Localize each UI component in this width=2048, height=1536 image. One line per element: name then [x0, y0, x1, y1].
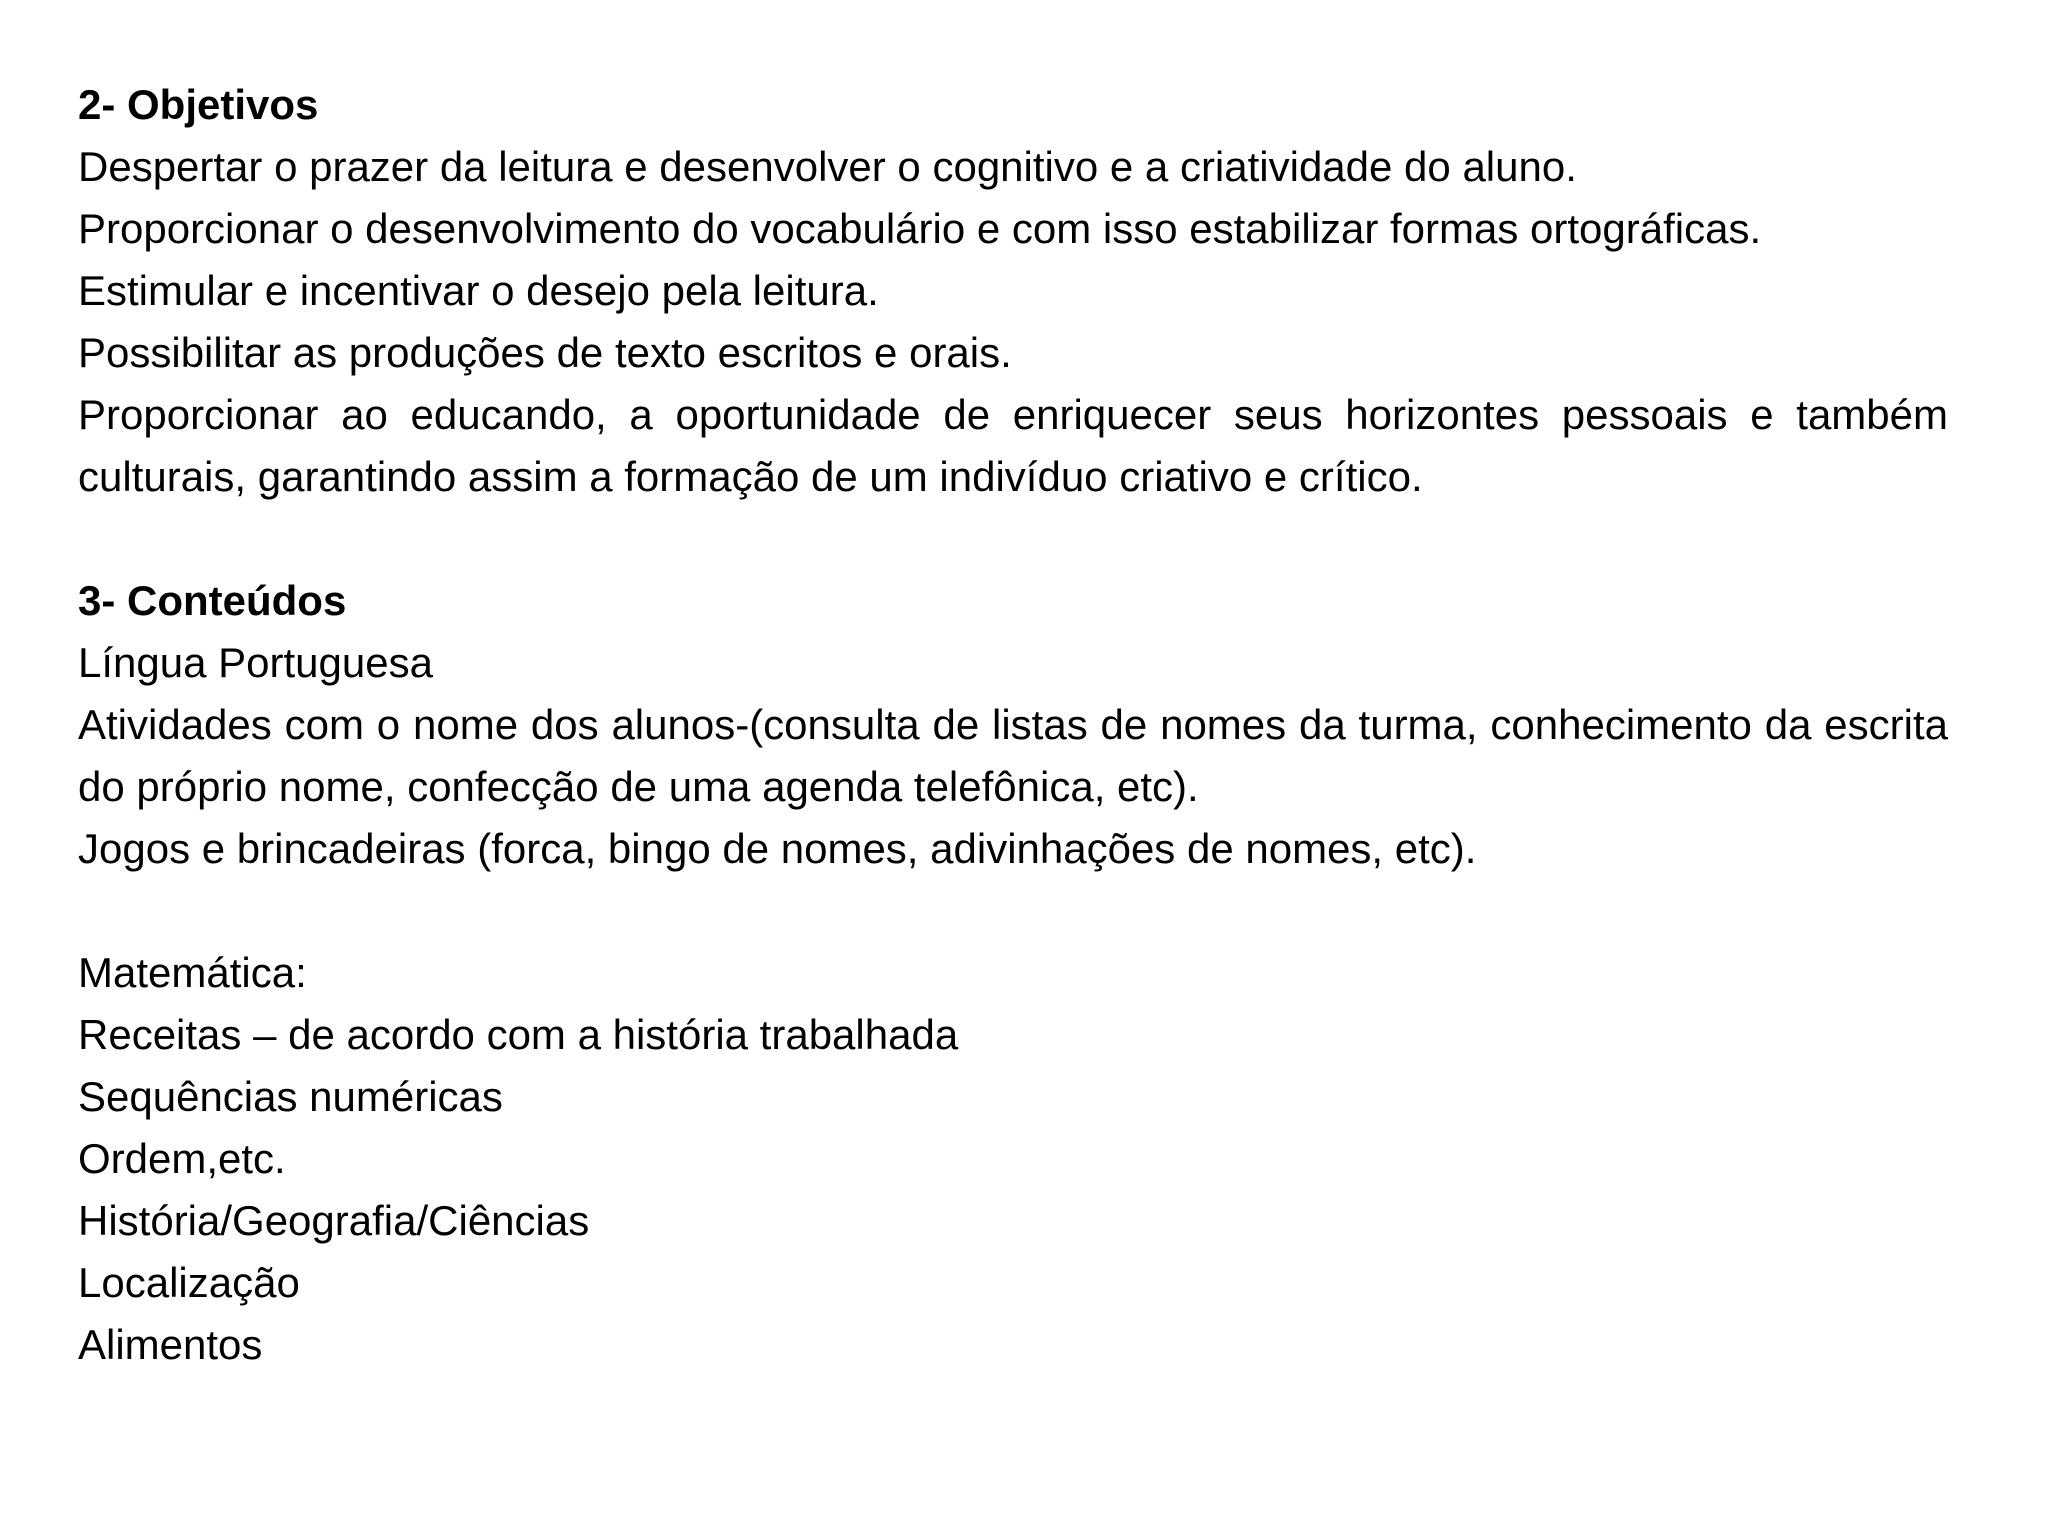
historia-title: História/Geografia/Ciências: [78, 1197, 590, 1244]
matematica-item: Sequências numéricas: [78, 1073, 503, 1120]
conteudos-heading: 3- Conteúdos: [78, 577, 347, 624]
historia-item: Alimentos: [78, 1321, 263, 1368]
objetivos-heading: 2- Objetivos: [78, 81, 319, 128]
objetivo-item: Proporcionar o desenvolvimento do vocabulário e com isso estabilizar formas ortográficas.: [78, 205, 1762, 252]
lingua-portuguesa-item: Jogos e brincadeiras (forca, bingo de nomes, adivinhações de nomes, etc).: [78, 825, 1477, 872]
document-page: [78, 74, 1948, 1376]
matematica-item: Ordem,etc.: [78, 1135, 286, 1182]
matematica-item: Receitas – de acordo com a história trabalhada: [78, 1011, 959, 1058]
matematica-title: Matemática:: [78, 949, 307, 996]
lingua-portuguesa-item: Atividades com o nome dos alunos-(consulta de listas de nomes da turma, conhecimento da escrita do próprio nome, confecção de uma agenda telefônica, etc).: [78, 701, 1948, 810]
objetivo-item: Estimular e incentivar o desejo pela leitura.: [78, 267, 879, 314]
objetivo-item: Possibilitar as produções de texto escritos e orais.: [78, 329, 1012, 376]
section-spacer: [78, 880, 1948, 942]
lingua-portuguesa-title: Língua Portuguesa: [78, 639, 433, 686]
section-spacer: [78, 508, 1948, 570]
objetivo-item: Despertar o prazer da leitura e desenvolver o cognitivo e a criatividade do aluno.: [78, 143, 1577, 190]
objetivo-item: Proporcionar ao educando, a oportunidade de enriquecer seus horizontes pessoais e também culturais, garantindo assim a formação de um indivíduo criativo e crítico.: [78, 391, 1948, 500]
historia-item: Localização: [78, 1259, 300, 1306]
